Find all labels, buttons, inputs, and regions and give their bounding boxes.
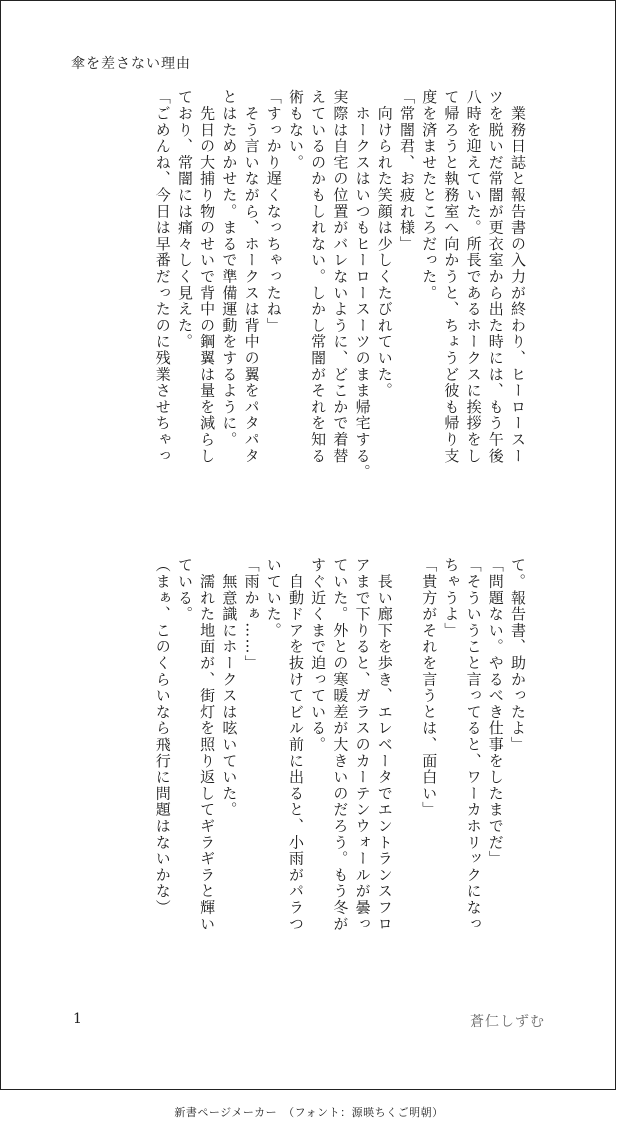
text-line: ツを脱いだ常闇が更衣室から出た時には、もう午後 [486,89,505,464]
page-title: 傘を差さない理由 [71,56,191,72]
text-line: て。報告書、助かったよ」 [509,557,527,753]
text-line: 「すっかり遅くなっちゃったね」 [264,89,283,334]
text-line: 濡れた地面が、街灯を照り返してギラギラと輝い [198,557,217,932]
text-line: 向けられた笑顔は少しくたびれていた。 [375,89,394,399]
text-line: 長い廊下を歩き、エレベータでエントランスフロ [375,557,394,932]
text-line: すぐ近くまで迫っている。 [309,557,328,753]
text-line: 八時を迎えていた。所長であるホークスに挨拶をし [464,89,483,464]
author-name: 蒼仁しずむ [470,1014,545,1030]
text-line: ちゃうよ」 [442,557,461,639]
text-line: ていた。外との寒暖差が大きいのだろう。もう冬が [331,557,350,932]
text-line: ており、常闇には痛々しく見えた。 [175,89,194,350]
text-line: ている。 [175,557,194,623]
text-line: いていた。 [264,557,283,639]
lower-text-block [59,557,529,977]
page-number: 1 [73,1011,82,1027]
text-line: 「そういうこと言ってると、ワーカホリックになっ [464,557,483,932]
text-line: とはためかせた。まるで準備運動をするように。 [220,89,239,448]
text-line: 「常闇君、お疲れ様」 [397,89,416,252]
text-line: て帰ろうと執務室へ向かうと、ちょうど彼も帰り支 [442,89,461,464]
text-line [396,557,418,977]
text-line: 無意識にホークスは呟いていた。 [220,557,239,818]
text-line: 「ごめんね、今日は早番だったのに残業させちゃっ [153,89,172,464]
text-line: 度を済ませたところだった。 [420,89,439,301]
text-line: （まぁ、このくらいなら飛行に問題はないかな） [153,557,172,916]
text-line: 実際は自宅の位置がバレないように、どこかで着替 [331,89,350,464]
text-line: 業務日誌と報告書の入力が終わり、ヒーロースー [509,89,527,464]
text-line: 「問題ない。やるべき仕事をしたまでだ」 [486,557,505,867]
text-line: 自動ドアを抜けてビル前に出ると、小雨がパラつ [286,557,305,932]
text-line: 「貴方がそれを言うとは、面白い」 [420,557,439,818]
generator-credit: 新書ページメーカー （フォント：源暎ちくご明朝） [174,1106,444,1119]
text-line: 術もない。 [286,89,305,171]
text-line: 先日の大捕り物のせいで背中の鋼翼は量を減らし [198,89,217,464]
text-line: ホークスはいつもヒーロースーツのまま帰宅する。 [353,89,372,481]
upper-text-block [59,89,529,529]
text-line: 「雨かぁ……」 [242,557,261,672]
text-line: えているのかもしれない。しかし常闇がそれを知る [309,89,328,464]
text-line: そう言いながら、ホークスは背中の翼をパタパタ [242,89,261,464]
text-line: アまで下りると、ガラスのカーテンウォールが曇っ [353,557,372,932]
